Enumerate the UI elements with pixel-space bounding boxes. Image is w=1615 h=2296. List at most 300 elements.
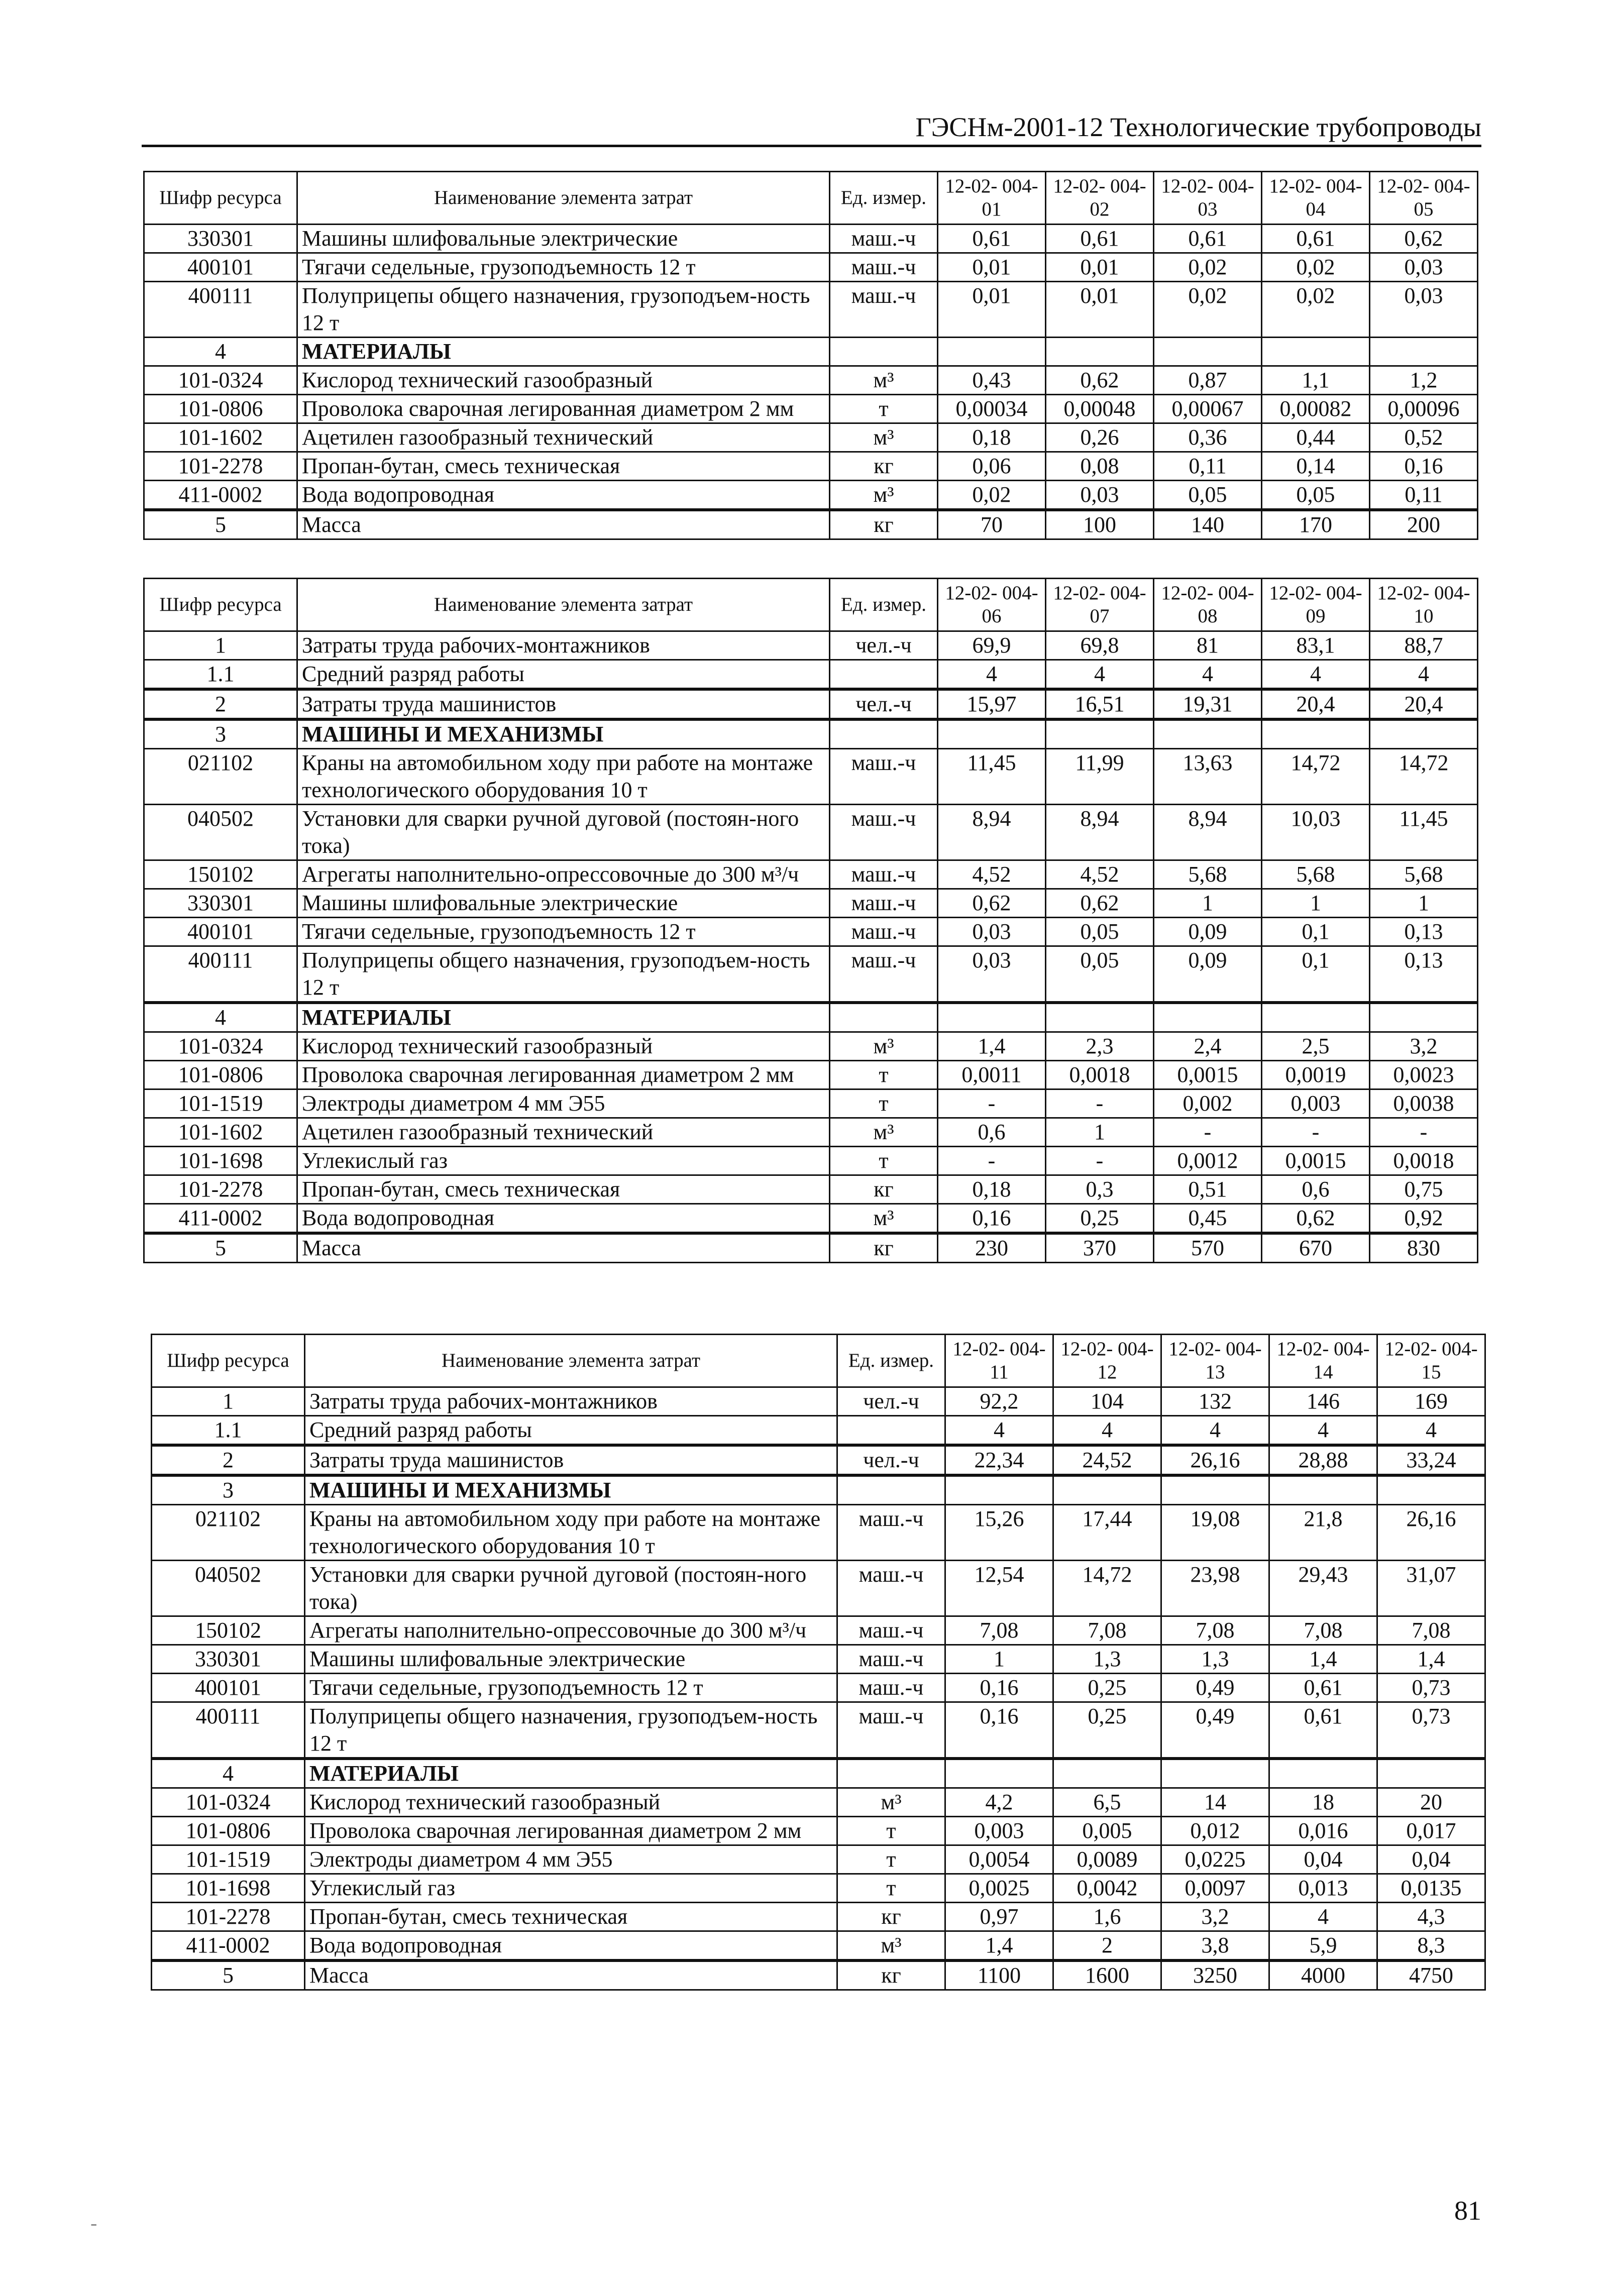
resource-unit — [830, 1003, 938, 1032]
resource-unit: т — [830, 1089, 938, 1118]
header-code: Шифр ресурса — [152, 1335, 305, 1387]
resource-name: Проволока сварочная легированная диаметром 2 мм — [297, 1061, 830, 1089]
norm-value: 0,62 — [1262, 1204, 1370, 1234]
table-row — [144, 889, 1478, 918]
norm-value: 1,4 — [1269, 1645, 1377, 1674]
norm-value: 1 — [945, 1645, 1053, 1674]
norm-value: 0,0015 — [1262, 1147, 1370, 1175]
resource-unit: маш.-ч — [830, 860, 938, 889]
norm-value: 0,26 — [1046, 423, 1154, 452]
table-row — [144, 660, 1478, 690]
norm-value: 4,52 — [1046, 860, 1154, 889]
norm-value: 4 — [1154, 660, 1262, 690]
header-norm-code: 12-02- 004-04 — [1262, 172, 1370, 225]
resource-name: Тягачи седельные, грузоподъемность 12 т — [297, 253, 830, 282]
norm-value: 1 — [1370, 889, 1478, 918]
norm-value: 104 — [1053, 1387, 1161, 1416]
norm-value: 0,003 — [1262, 1089, 1370, 1118]
norm-value: 70 — [938, 510, 1046, 539]
header-rule — [142, 145, 1481, 147]
table-row — [144, 1233, 1478, 1263]
header-norm-code: 12-02- 004-12 — [1053, 1335, 1161, 1387]
norm-value — [1154, 338, 1262, 366]
norm-value — [1046, 338, 1154, 366]
resource-unit: маш.-ч — [830, 749, 938, 805]
norm-value: 88,7 — [1370, 631, 1478, 660]
header-norm-code: 12-02- 004-11 — [945, 1335, 1053, 1387]
norm-value: 1,6 — [1053, 1903, 1161, 1931]
norm-value: 1 — [1154, 889, 1262, 918]
resource-code: 1 — [152, 1387, 305, 1416]
norm-value: 0,05 — [1262, 481, 1370, 510]
norm-value: 92,2 — [945, 1387, 1053, 1416]
resource-name: Машины шлифовальные электрические — [305, 1645, 837, 1674]
norm-value: 11,45 — [1370, 805, 1478, 860]
resource-name: Полуприцепы общего назначения, грузоподъем-ность 12 т — [297, 946, 830, 1003]
norm-value: 81 — [1154, 631, 1262, 660]
resource-name: Средний разряд работы — [297, 660, 830, 690]
resource-unit: чел.-ч — [830, 689, 938, 719]
resource-name: Кислород технический газообразный — [297, 366, 830, 395]
norm-value: 0,01 — [938, 253, 1046, 282]
resource-unit: м³ — [837, 1788, 945, 1817]
norm-value: 0,73 — [1377, 1674, 1485, 1702]
norm-value: 4 — [1262, 660, 1370, 690]
norm-value — [938, 1003, 1046, 1032]
norm-value — [1154, 719, 1262, 749]
norm-value: 0,02 — [1262, 253, 1370, 282]
norm-value: 11,99 — [1046, 749, 1154, 805]
resource-code: 101-1602 — [144, 1118, 297, 1147]
resource-name: Ацетилен газообразный технический — [297, 1118, 830, 1147]
resource-code: 150102 — [152, 1616, 305, 1645]
resource-code: 1.1 — [144, 660, 297, 690]
norm-value: 0,0011 — [938, 1061, 1046, 1089]
resource-unit — [837, 1759, 945, 1788]
norm-value: 0,02 — [1154, 253, 1262, 282]
norm-value: 0,43 — [938, 366, 1046, 395]
norm-value: 0,61 — [1269, 1702, 1377, 1759]
table-row — [152, 1702, 1485, 1759]
table-row — [144, 452, 1478, 481]
norm-value — [1262, 1003, 1370, 1032]
norm-value: 8,94 — [938, 805, 1046, 860]
norm-value: 0,75 — [1370, 1175, 1478, 1204]
norm-value: 100 — [1046, 510, 1154, 539]
resource-code: 101-0806 — [144, 1061, 297, 1089]
norm-value — [1161, 1759, 1269, 1788]
norm-value: 7,08 — [1161, 1616, 1269, 1645]
norm-value: 1,3 — [1053, 1645, 1161, 1674]
norm-value: 0,005 — [1053, 1817, 1161, 1845]
norm-value — [1161, 1475, 1269, 1505]
norm-value: 7,08 — [1377, 1616, 1485, 1645]
table-row — [152, 1960, 1485, 1990]
resource-name: Установки для сварки ручной дуговой (постоян-ного тока) — [297, 805, 830, 860]
resource-unit: маш.-ч — [837, 1645, 945, 1674]
norm-value: 11,45 — [938, 749, 1046, 805]
resource-unit: м³ — [830, 1032, 938, 1061]
resource-code: 101-1698 — [144, 1147, 297, 1175]
norm-value: 4 — [1377, 1416, 1485, 1446]
norm-value: 132 — [1161, 1387, 1269, 1416]
resource-unit: маш.-ч — [830, 946, 938, 1003]
resource-unit: м³ — [830, 481, 938, 510]
norm-value: 5,68 — [1370, 860, 1478, 889]
resource-code: 040502 — [144, 805, 297, 860]
norm-value: 0,61 — [1046, 225, 1154, 253]
norm-value: 6,5 — [1053, 1788, 1161, 1817]
norm-value: 4000 — [1269, 1960, 1377, 1990]
norm-value: 19,08 — [1161, 1505, 1269, 1561]
norm-value: 28,88 — [1269, 1445, 1377, 1475]
norm-value: 0,0089 — [1053, 1845, 1161, 1874]
norm-value: 33,24 — [1377, 1445, 1485, 1475]
norm-value: 0,13 — [1370, 918, 1478, 946]
table-row — [144, 395, 1478, 423]
header-norm-code: 12-02- 004-10 — [1370, 579, 1478, 631]
table-row — [144, 1175, 1478, 1204]
norm-value: 5,68 — [1154, 860, 1262, 889]
table-row — [152, 1788, 1485, 1817]
resource-code: 400111 — [152, 1702, 305, 1759]
resource-table-3 — [151, 1334, 1486, 1991]
norm-value: 0,0023 — [1370, 1061, 1478, 1089]
header-name: Наименование элемента затрат — [297, 579, 830, 631]
header-code: Шифр ресурса — [144, 172, 297, 225]
footer-mark: - — [90, 2212, 97, 2234]
norm-value: 0,18 — [938, 1175, 1046, 1204]
norm-value: 1,4 — [945, 1931, 1053, 1961]
header-norm-code: 12-02- 004-03 — [1154, 172, 1262, 225]
resource-name: Ацетилен газообразный технический — [297, 423, 830, 452]
resource-code: 2 — [152, 1445, 305, 1475]
norm-value: 13,63 — [1154, 749, 1262, 805]
resource-unit: маш.-ч — [837, 1674, 945, 1702]
norm-value: 0,87 — [1154, 366, 1262, 395]
resource-name: Пропан-бутан, смесь техническая — [305, 1903, 837, 1931]
norm-value: 3,2 — [1161, 1903, 1269, 1931]
table-row — [144, 860, 1478, 889]
norm-value: 0,0097 — [1161, 1874, 1269, 1903]
resource-name: Кислород технический газообразный — [305, 1788, 837, 1817]
resource-code: 101-2278 — [144, 452, 297, 481]
resource-name: Агрегаты наполнительно-опрессовочные до 300 м³/ч — [305, 1616, 837, 1645]
norm-value: 0,04 — [1269, 1845, 1377, 1874]
resource-name: МАТЕРИАЛЫ — [305, 1759, 837, 1788]
resource-code: 3 — [152, 1475, 305, 1505]
section-row — [144, 1003, 1478, 1032]
norm-value — [1377, 1475, 1485, 1505]
table-row — [144, 946, 1478, 1003]
resource-name: Установки для сварки ручной дуговой (постоян-ного тока) — [305, 1561, 837, 1616]
norm-value: 0,017 — [1377, 1817, 1485, 1845]
norm-value: 1,4 — [938, 1032, 1046, 1061]
resource-code: 330301 — [144, 889, 297, 918]
resource-code: 5 — [144, 510, 297, 539]
norm-value: 4,2 — [945, 1788, 1053, 1817]
norm-value: 0,0135 — [1377, 1874, 1485, 1903]
norm-value: - — [938, 1089, 1046, 1118]
norm-value: 69,9 — [938, 631, 1046, 660]
resource-unit — [830, 660, 938, 690]
resource-name: Машины шлифовальные электрические — [297, 225, 830, 253]
resource-unit — [837, 1475, 945, 1505]
norm-value: 0,02 — [1262, 282, 1370, 338]
norm-value: 5,68 — [1262, 860, 1370, 889]
norm-value: 0,52 — [1370, 423, 1478, 452]
resource-unit: т — [837, 1817, 945, 1845]
resource-code: 101-0324 — [144, 366, 297, 395]
norm-value — [1053, 1475, 1161, 1505]
resource-name: Вода водопроводная — [297, 481, 830, 510]
table-header-row — [152, 1335, 1485, 1387]
norm-value: 3,2 — [1370, 1032, 1478, 1061]
norm-value: 14,72 — [1053, 1561, 1161, 1616]
resource-table-1 — [143, 171, 1478, 540]
header-norm-code: 12-02- 004-02 — [1046, 172, 1154, 225]
norm-value: 1,4 — [1377, 1645, 1485, 1674]
resource-name: МАШИНЫ И МЕХАНИЗМЫ — [297, 719, 830, 749]
norm-value: 8,3 — [1377, 1931, 1485, 1961]
norm-value: 0,0038 — [1370, 1089, 1478, 1118]
resource-unit: маш.-ч — [830, 889, 938, 918]
norm-value: 0,62 — [1046, 889, 1154, 918]
resource-name: Тягачи седельные, грузоподъемность 12 т — [305, 1674, 837, 1702]
resource-name: Полуприцепы общего назначения, грузоподъем-ность 12 т — [305, 1702, 837, 1759]
table-row — [144, 423, 1478, 452]
norm-value: 23,98 — [1161, 1561, 1269, 1616]
norm-value: 0,0015 — [1154, 1061, 1262, 1089]
norm-value: 0,02 — [1154, 282, 1262, 338]
norm-value: 20,4 — [1370, 689, 1478, 719]
norm-value: 0,51 — [1154, 1175, 1262, 1204]
resource-name: МАТЕРИАЛЫ — [297, 1003, 830, 1032]
resource-code: 021102 — [152, 1505, 305, 1561]
resource-code: 101-0324 — [144, 1032, 297, 1061]
resource-name: Вода водопроводная — [297, 1204, 830, 1234]
norm-value: 2,3 — [1046, 1032, 1154, 1061]
header-name: Наименование элемента затрат — [305, 1335, 837, 1387]
norm-value: 0,01 — [1046, 253, 1154, 282]
resource-name: Агрегаты наполнительно-опрессовочные до 300 м³/ч — [297, 860, 830, 889]
resource-unit: чел.-ч — [837, 1445, 945, 1475]
norm-value: 15,26 — [945, 1505, 1053, 1561]
norm-value: 4 — [938, 660, 1046, 690]
resource-unit: м³ — [830, 423, 938, 452]
norm-value: 4 — [1046, 660, 1154, 690]
norm-value — [1154, 1003, 1262, 1032]
norm-value: 4 — [1053, 1416, 1161, 1446]
resource-unit: м³ — [830, 1204, 938, 1234]
norm-value: 0,03 — [1370, 282, 1478, 338]
table-row — [144, 749, 1478, 805]
norm-value: 69,8 — [1046, 631, 1154, 660]
page-header-title: ГЭСНм-2001-12 Технологические трубопроводы — [915, 112, 1481, 142]
norm-value: 140 — [1154, 510, 1262, 539]
norm-value: 0,05 — [1046, 946, 1154, 1003]
norm-value: 7,08 — [1269, 1616, 1377, 1645]
norm-value: 0,25 — [1053, 1702, 1161, 1759]
header-norm-code: 12-02- 004-15 — [1377, 1335, 1485, 1387]
resource-code: 021102 — [144, 749, 297, 805]
norm-value: 0,3 — [1046, 1175, 1154, 1204]
header-norm-code: 12-02- 004-09 — [1262, 579, 1370, 631]
norm-value: 16,51 — [1046, 689, 1154, 719]
norm-value: 200 — [1370, 510, 1478, 539]
resource-name: Углекислый газ — [297, 1147, 830, 1175]
norm-value: - — [1370, 1118, 1478, 1147]
resource-name: Затраты труда машинистов — [297, 689, 830, 719]
norm-value: 0,03 — [1046, 481, 1154, 510]
resource-code: 1 — [144, 631, 297, 660]
norm-value — [1269, 1475, 1377, 1505]
resource-name: Затраты труда машинистов — [305, 1445, 837, 1475]
header-code: Шифр ресурса — [144, 579, 297, 631]
norm-value: 0,1 — [1262, 918, 1370, 946]
norm-value — [938, 719, 1046, 749]
norm-value: 0,25 — [1053, 1674, 1161, 1702]
norm-value: 0,36 — [1154, 423, 1262, 452]
norm-value: 8,94 — [1154, 805, 1262, 860]
resource-name: Масса — [297, 510, 830, 539]
resource-code: 101-1519 — [144, 1089, 297, 1118]
norm-value: 5,9 — [1269, 1931, 1377, 1961]
norm-value: 0,16 — [1370, 452, 1478, 481]
norm-value: 83,1 — [1262, 631, 1370, 660]
norm-value: 0,16 — [945, 1674, 1053, 1702]
norm-value: 0,0018 — [1046, 1061, 1154, 1089]
section-row — [144, 719, 1478, 749]
resource-name: Углекислый газ — [305, 1874, 837, 1903]
resource-unit: маш.-ч — [837, 1505, 945, 1561]
resource-unit — [830, 338, 938, 366]
norm-value: 0,11 — [1154, 452, 1262, 481]
resource-unit: кг — [837, 1960, 945, 1990]
resource-code: 4 — [152, 1759, 305, 1788]
table-row — [144, 481, 1478, 510]
norm-value: 0,14 — [1262, 452, 1370, 481]
norm-value: 4 — [1161, 1416, 1269, 1446]
resource-unit: кг — [830, 510, 938, 539]
resource-name: Полуприцепы общего назначения, грузоподъем-ность 12 т — [297, 282, 830, 338]
norm-value: 0,00067 — [1154, 395, 1262, 423]
resource-code: 400101 — [144, 253, 297, 282]
resource-code: 5 — [152, 1960, 305, 1990]
resource-name: Масса — [305, 1960, 837, 1990]
header-unit: Ед. измер. — [830, 172, 938, 225]
norm-value: 0,0025 — [945, 1874, 1053, 1903]
resource-code: 400111 — [144, 282, 297, 338]
resource-unit: кг — [837, 1903, 945, 1931]
table-header-row — [144, 172, 1478, 225]
resource-unit: маш.-ч — [830, 805, 938, 860]
norm-value: 0,00082 — [1262, 395, 1370, 423]
table-row — [144, 253, 1478, 282]
norm-value: 0,002 — [1154, 1089, 1262, 1118]
header-norm-code: 12-02- 004-07 — [1046, 579, 1154, 631]
table-row — [144, 366, 1478, 395]
resource-name: Тягачи седельные, грузоподъемность 12 т — [297, 918, 830, 946]
resource-code: 4 — [144, 1003, 297, 1032]
norm-value — [1262, 719, 1370, 749]
norm-value: - — [1046, 1147, 1154, 1175]
norm-value: - — [1262, 1118, 1370, 1147]
norm-value: 0,6 — [1262, 1175, 1370, 1204]
norm-value: 26,16 — [1377, 1505, 1485, 1561]
resource-code: 411-0002 — [152, 1931, 305, 1961]
resource-code: 400101 — [152, 1674, 305, 1702]
norm-value: 0,73 — [1377, 1702, 1485, 1759]
norm-value: 7,08 — [945, 1616, 1053, 1645]
norm-value: 0,013 — [1269, 1874, 1377, 1903]
resource-code: 400111 — [144, 946, 297, 1003]
table-row — [144, 1118, 1478, 1147]
resource-unit: маш.-ч — [830, 282, 938, 338]
norm-value: 0,6 — [938, 1118, 1046, 1147]
resource-name: Масса — [297, 1233, 830, 1263]
table-row — [144, 918, 1478, 946]
resource-name: Затраты труда рабочих-монтажников — [305, 1387, 837, 1416]
norm-value: - — [1046, 1089, 1154, 1118]
norm-value: 0,00048 — [1046, 395, 1154, 423]
table-row — [152, 1845, 1485, 1874]
resource-name: Электроды диаметром 4 мм Э55 — [297, 1089, 830, 1118]
resource-name: Машины шлифовальные электрические — [297, 889, 830, 918]
table-row — [144, 1032, 1478, 1061]
norm-value: 0,0225 — [1161, 1845, 1269, 1874]
table-row — [144, 1204, 1478, 1234]
norm-value — [1370, 1003, 1478, 1032]
resource-unit: т — [830, 395, 938, 423]
table-row — [152, 1445, 1485, 1475]
norm-value: 15,97 — [938, 689, 1046, 719]
resource-name: Проволока сварочная легированная диаметром 2 мм — [305, 1817, 837, 1845]
norm-value: 26,16 — [1161, 1445, 1269, 1475]
norm-value: 0,62 — [938, 889, 1046, 918]
norm-value: 14,72 — [1262, 749, 1370, 805]
norm-value — [1046, 1003, 1154, 1032]
norm-value: 0,05 — [1046, 918, 1154, 946]
resource-unit: маш.-ч — [837, 1702, 945, 1759]
norm-value: 2 — [1053, 1931, 1161, 1961]
norm-value — [945, 1475, 1053, 1505]
section-row — [152, 1475, 1485, 1505]
norm-value — [1046, 719, 1154, 749]
resource-name: Затраты труда рабочих-монтажников — [297, 631, 830, 660]
header-norm-code: 12-02- 004-14 — [1269, 1335, 1377, 1387]
norm-value: 0,09 — [1154, 946, 1262, 1003]
resource-code: 101-2278 — [152, 1903, 305, 1931]
table-row — [152, 1561, 1485, 1616]
norm-value: 29,43 — [1269, 1561, 1377, 1616]
norm-value: 4750 — [1377, 1960, 1485, 1990]
table-row — [152, 1931, 1485, 1961]
resource-unit: т — [830, 1147, 938, 1175]
table-row — [144, 805, 1478, 860]
resource-code: 5 — [144, 1233, 297, 1263]
table-row — [144, 510, 1478, 539]
norm-value: 1,1 — [1262, 366, 1370, 395]
resource-name: Средний разряд работы — [305, 1416, 837, 1446]
table-row — [152, 1674, 1485, 1702]
norm-value: 4 — [1370, 660, 1478, 690]
norm-value: 0,00034 — [938, 395, 1046, 423]
resource-name: Проволока сварочная легированная диаметром 2 мм — [297, 395, 830, 423]
resource-code: 150102 — [144, 860, 297, 889]
norm-value: 146 — [1269, 1387, 1377, 1416]
norm-value: 2,4 — [1154, 1032, 1262, 1061]
